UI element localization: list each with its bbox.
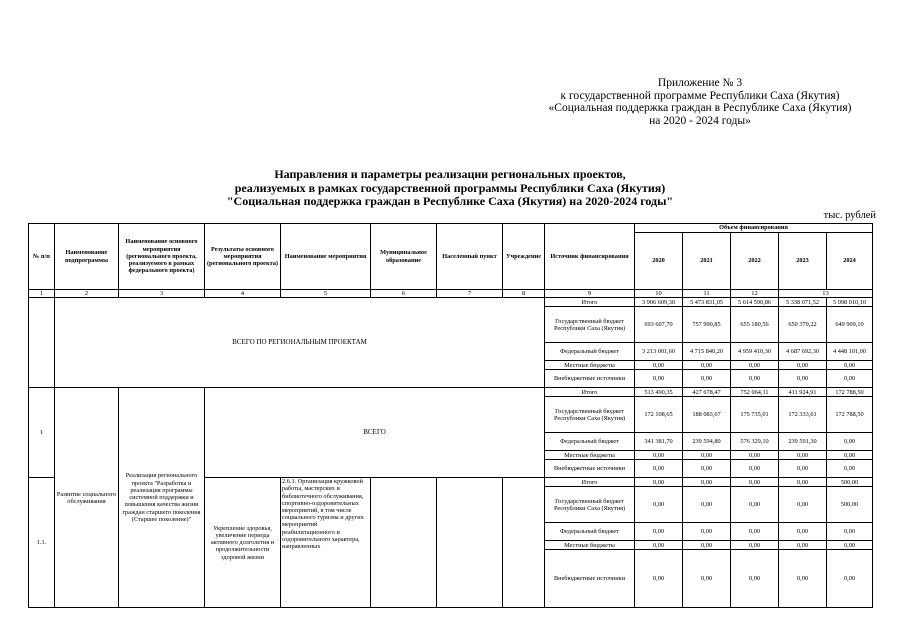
header-year: 2020 xyxy=(635,233,683,290)
source-cell: Итого xyxy=(545,478,635,487)
value-cell: 175 735,01 xyxy=(731,397,779,433)
value-cell: 500,00 xyxy=(827,478,873,487)
value-cell: 4 448 101,00 xyxy=(827,343,873,361)
value-cell: 0,00 xyxy=(827,523,873,541)
header-settlement: Населенный пункт xyxy=(437,224,503,290)
header-year: 2022 xyxy=(731,233,779,290)
appendix-line-2: к государственной программе Республики Саха (Якутия) xyxy=(560,89,840,102)
value-cell: 0,00 xyxy=(635,487,683,523)
value-cell: 172 108,65 xyxy=(635,397,683,433)
value-cell: 0,00 xyxy=(779,361,827,370)
source-cell: Государственный бюджет Республики Саха (Якутия) xyxy=(545,397,635,433)
main-event-cell: Реализация регионального проекта "Разработка и реализация программы системной поддержки и повышения качества жизни граждан старшего поколения (Старшее поколение)" xyxy=(119,388,205,608)
value-cell: 0,00 xyxy=(635,370,683,388)
value-cell: 427 678,47 xyxy=(683,388,731,397)
header-event: Наименование мероприятия xyxy=(281,224,371,290)
value-cell: 4 687 692,30 xyxy=(779,343,827,361)
value-cell: 0,00 xyxy=(683,370,731,388)
col-number: 7 xyxy=(437,290,503,298)
table-row xyxy=(29,298,873,307)
value-cell: 0,00 xyxy=(731,361,779,370)
header-results: Результаты основного мероприятия (регионального проекта) xyxy=(205,224,281,290)
value-cell: 0,00 xyxy=(635,478,683,487)
col-number: 13 xyxy=(779,290,873,298)
value-cell: 0,00 xyxy=(683,460,731,478)
source-cell: Местные бюджеты xyxy=(545,361,635,370)
value-cell: 0,00 xyxy=(683,541,731,550)
header-source: Источник финансирования xyxy=(545,224,635,290)
value-cell: 0,00 xyxy=(827,460,873,478)
row-number: 1.1. xyxy=(29,478,55,608)
value-cell: 0,00 xyxy=(827,550,873,608)
title-line-3: "Социальная поддержка граждан в Республике Саха (Якутия) на 2020-2024 годы" xyxy=(226,194,674,208)
value-cell: 341 381,70 xyxy=(635,433,683,451)
subprogram-cell: Развитие социального обслуживания xyxy=(55,388,119,608)
header-institution: Учреждение xyxy=(503,224,545,290)
col-number: 5 xyxy=(281,290,371,298)
total-all-label: ВСЕГО ПО РЕГИОНАЛЬНЫМ ПРОЕКТАМ xyxy=(55,298,545,388)
appendix-line-1: Приложение № 3 xyxy=(657,77,743,89)
row-number: 1 xyxy=(29,388,55,478)
title-line-2: реализуемых в рамках государственной программы Республики Саха (Якутия) xyxy=(234,180,666,195)
value-cell: 0,00 xyxy=(827,433,873,451)
value-cell: 0,00 xyxy=(635,541,683,550)
title-line-1: Направления и параметры реализации региональных проектов, xyxy=(274,167,626,181)
value-cell: 0,00 xyxy=(635,361,683,370)
value-cell: 0,00 xyxy=(731,460,779,478)
source-cell: Федеральный бюджет xyxy=(545,343,635,361)
value-cell: 0,00 xyxy=(635,550,683,608)
value-cell: 0,00 xyxy=(779,523,827,541)
value-cell: 0,00 xyxy=(635,523,683,541)
funding-table xyxy=(28,223,873,608)
header-year: 2023 xyxy=(779,233,827,290)
col-number: 10 xyxy=(635,290,683,298)
header-main-event: Наименование основного мероприятия (регионального проекта, реализуемого в рамках федерального проекта) xyxy=(119,224,205,290)
value-cell: 0,00 xyxy=(683,550,731,608)
value-cell: 0,00 xyxy=(779,460,827,478)
value-cell: 0,00 xyxy=(731,370,779,388)
value-cell: 0,00 xyxy=(683,523,731,541)
value-cell: 4 715 840,20 xyxy=(683,343,731,361)
value-cell: 0,00 xyxy=(731,541,779,550)
value-cell: 693 607,70 xyxy=(635,307,683,343)
value-cell: 655 180,56 xyxy=(731,307,779,343)
col-number: 8 xyxy=(503,290,545,298)
header-subprogram: Наименование подпрограммы xyxy=(55,224,119,290)
col-number: 1 xyxy=(29,290,55,298)
value-cell: 0,00 xyxy=(635,460,683,478)
results-cell: Укрепление здоровья, увеличение периода активного долголетия и продолжительности здоровой жизни xyxy=(205,478,281,608)
header-funding: Объем финансирования xyxy=(635,224,873,233)
value-cell: 0,00 xyxy=(779,478,827,487)
value-cell: 239 594,80 xyxy=(683,433,731,451)
value-cell: 0,00 xyxy=(635,451,683,460)
value-cell: 0,00 xyxy=(731,451,779,460)
value-cell: 5 614 590,86 xyxy=(731,298,779,307)
value-cell: 513 490,35 xyxy=(635,388,683,397)
col-number: 12 xyxy=(731,290,779,298)
value-cell: 0,00 xyxy=(683,478,731,487)
value-cell: 576 329,10 xyxy=(731,433,779,451)
appendix-line-3: «Социальная поддержка граждан в Республике Саха (Якутия) xyxy=(548,102,852,114)
col-number: 2 xyxy=(55,290,119,298)
value-cell: 0,00 xyxy=(779,370,827,388)
value-cell: 5 098 010,10 xyxy=(827,298,873,307)
value-cell: 172 333,61 xyxy=(779,397,827,433)
value-cell: 0,00 xyxy=(731,478,779,487)
value-cell: 0,00 xyxy=(731,523,779,541)
header-municipality: Муниципальное образование xyxy=(371,224,437,290)
source-cell: Федеральный бюджет xyxy=(545,433,635,451)
document-title xyxy=(180,168,720,209)
value-cell: 649 909,10 xyxy=(827,307,873,343)
value-cell: 172 788,50 xyxy=(827,388,873,397)
event-cell: 2.6.1. Организация кружковой работы, мастерских и библиотечного обслуживания, спортивно-оздоровительных мероприятий, в том числе социального туризма и других мероприятий реабилитационного и оздоровительного характера, направленных xyxy=(281,478,371,608)
header-year: 2024 xyxy=(827,233,873,290)
value-cell: 0,00 xyxy=(731,487,779,523)
value-cell: 0,00 xyxy=(827,451,873,460)
source-cell: Внебюджетные источники xyxy=(545,370,635,388)
source-cell: Местные бюджеты xyxy=(545,541,635,550)
header-num: № п/п xyxy=(29,224,55,290)
value-cell: 0,00 xyxy=(779,487,827,523)
column-number-row xyxy=(29,290,873,298)
col-number: 3 xyxy=(119,290,205,298)
source-cell: Федеральный бюджет xyxy=(545,523,635,541)
col-number: 6 xyxy=(371,290,437,298)
value-cell: 650 379,22 xyxy=(779,307,827,343)
source-cell: Государственный бюджет Республики Саха (Якутия) xyxy=(545,307,635,343)
value-cell: 411 924,91 xyxy=(779,388,827,397)
value-cell: 0,00 xyxy=(779,451,827,460)
value-cell: 752 064,11 xyxy=(731,388,779,397)
header-year: 2021 xyxy=(683,233,731,290)
value-cell: 0,00 xyxy=(827,361,873,370)
col-number: 4 xyxy=(205,290,281,298)
value-cell: 0,00 xyxy=(731,550,779,608)
value-cell: 239 591,30 xyxy=(779,433,827,451)
unit-label: тыс. рублей xyxy=(823,210,876,221)
value-cell: 3 906 609,30 xyxy=(635,298,683,307)
source-cell: Местные бюджеты xyxy=(545,451,635,460)
col-number: 9 xyxy=(545,290,635,298)
total-label: ВСЕГО xyxy=(205,388,545,478)
col-number: 11 xyxy=(683,290,731,298)
value-cell: 0,00 xyxy=(779,550,827,608)
value-cell: 3 213 001,60 xyxy=(635,343,683,361)
value-cell: 500,00 xyxy=(827,487,873,523)
value-cell: 4 959 410,30 xyxy=(731,343,779,361)
source-cell: Итого xyxy=(545,298,635,307)
source-cell: Внебюджетные источники xyxy=(545,550,635,608)
value-cell: 5 473 831,05 xyxy=(683,298,731,307)
value-cell: 0,00 xyxy=(683,487,731,523)
table-row xyxy=(29,388,873,397)
source-cell: Государственный бюджет Республики Саха (Якутия) xyxy=(545,487,635,523)
value-cell: 188 083,67 xyxy=(683,397,731,433)
value-cell: 0,00 xyxy=(827,541,873,550)
value-cell: 5 338 071,52 xyxy=(779,298,827,307)
value-cell: 0,00 xyxy=(683,361,731,370)
source-cell: Внебюджетные источники xyxy=(545,460,635,478)
appendix-block xyxy=(520,77,880,127)
value-cell: 757 990,85 xyxy=(683,307,731,343)
value-cell: 0,00 xyxy=(779,541,827,550)
value-cell: 172 788,50 xyxy=(827,397,873,433)
appendix-line-4: на 2020 - 2024 годы» xyxy=(649,114,751,127)
value-cell: 0,00 xyxy=(683,451,731,460)
value-cell: 0,00 xyxy=(827,370,873,388)
source-cell: Итого xyxy=(545,388,635,397)
